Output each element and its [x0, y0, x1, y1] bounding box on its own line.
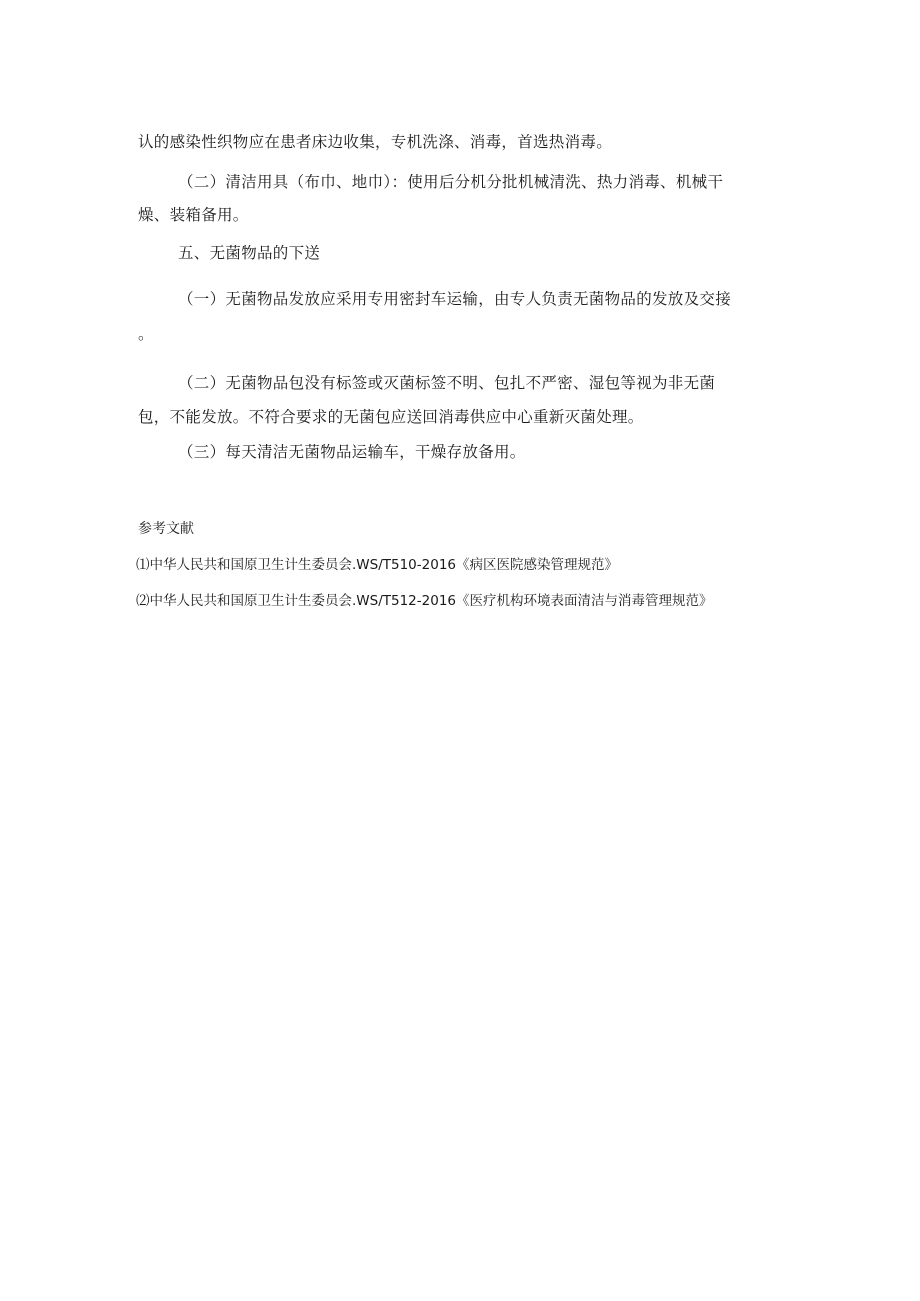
paragraph-line: 认的感染性织物应在患者床边收集，专机洗涤、消毒，首选热消毒。 [138, 133, 613, 151]
references-title: 参考文献 [138, 521, 194, 537]
paragraph-line: （二）清洁用具（布巾、地巾）：使用后分机分批机械清洗、热力消毒、机械干 [178, 173, 724, 191]
reference-item: ⑵中华人民共和国原卫生计生委员会.WS/T512-2016《医疗机构环境表面清洁与消毒管理规范》 [136, 593, 713, 609]
paragraph-line: 包，不能发放。不符合要求的无菌包应送回消毒供应中心重新灭菌处理。 [138, 408, 644, 426]
paragraph-line: （二）无菌物品包没有标签或灭菌标签不明、包扎不严密、湿包等视为非无菌 [178, 374, 716, 392]
paragraph-line: （三）每天清洁无菌物品运输车，干燥存放备用。 [178, 443, 526, 461]
section-heading: 五、无菌物品的下送 [178, 244, 321, 262]
paragraph-line: （一）无菌物品发放应采用专用密封车运输，由专人负责无菌物品的发放及交接 [178, 290, 732, 308]
reference-item: ⑴中华人民共和国原卫生计生委员会.WS/T510-2016《病区医院感染管理规范》 [136, 557, 618, 573]
paragraph-line: 。 [138, 325, 154, 343]
paragraph-line: 燥、装箱备用。 [138, 206, 249, 224]
